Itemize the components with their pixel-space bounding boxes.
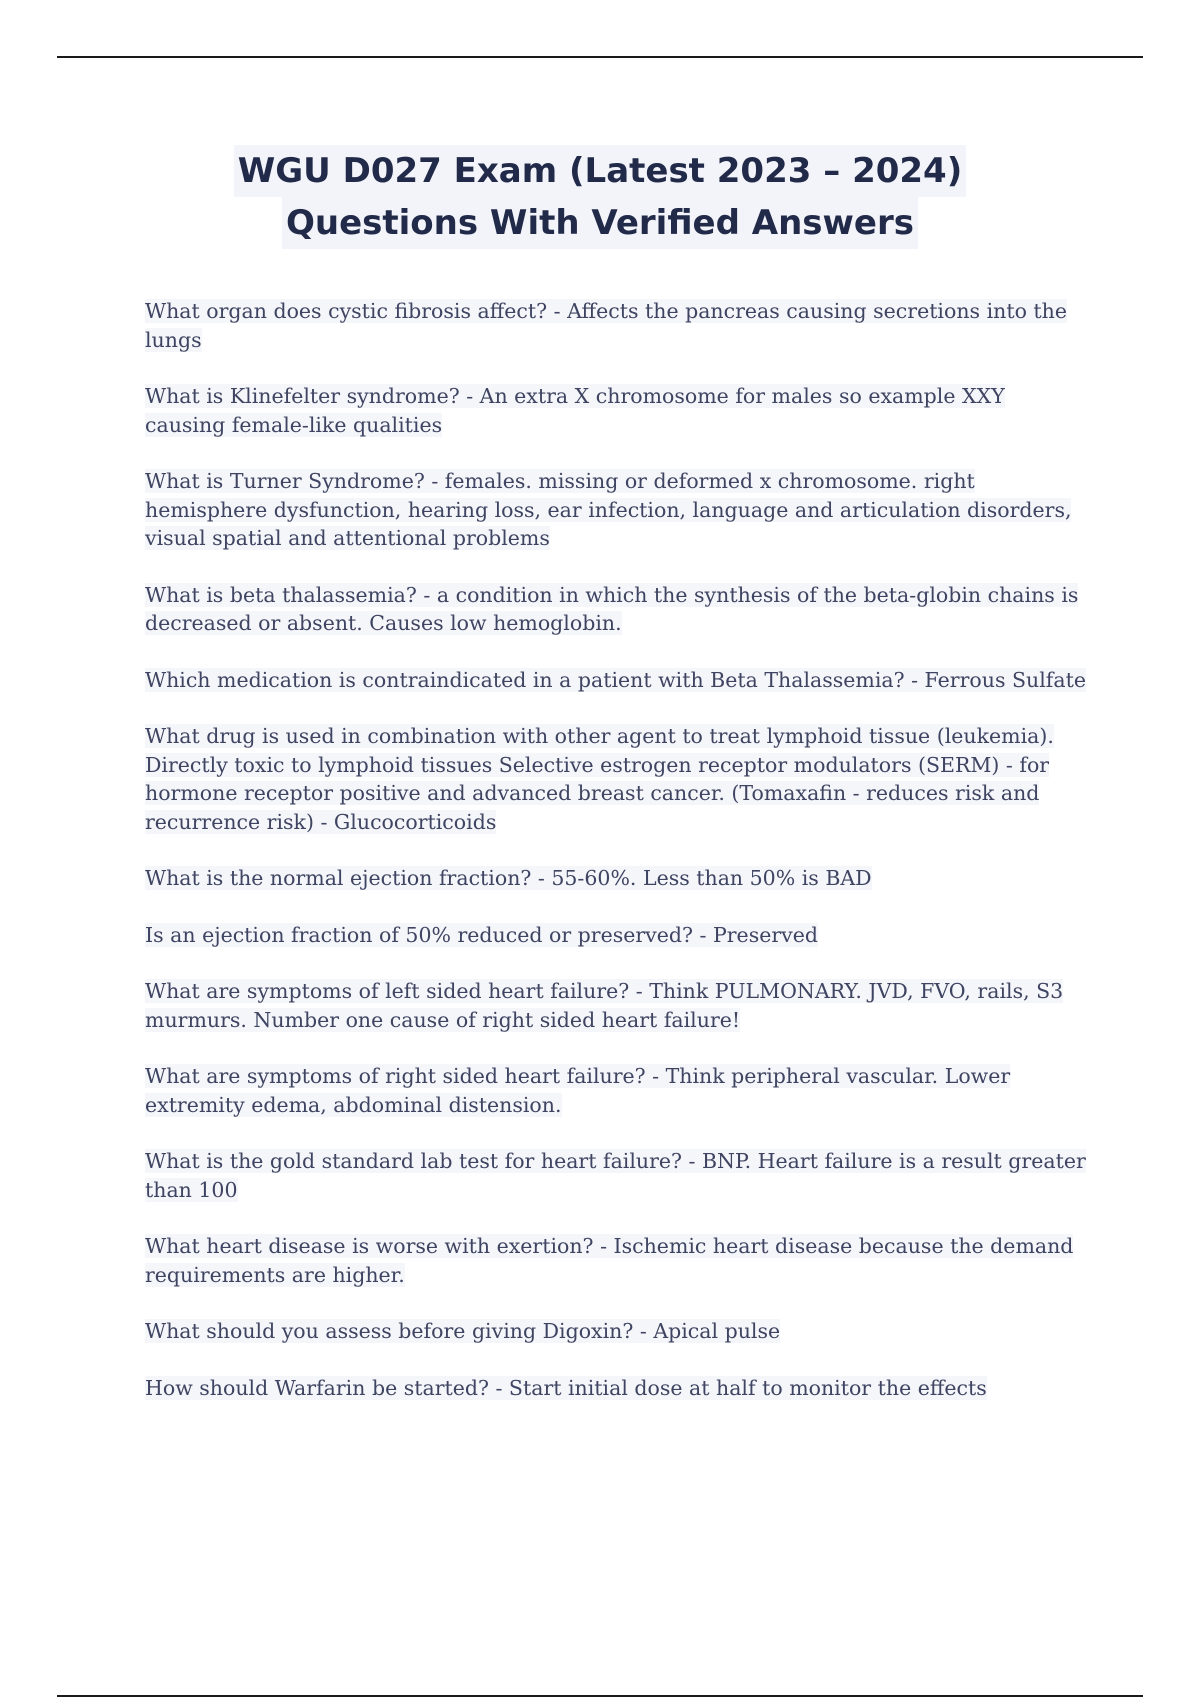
qa-item: What is Klinefelter syndrome? - An extra X chromosome for males so example XXY causing female-like qualities <box>145 384 1005 437</box>
top-rule <box>57 56 1143 58</box>
qa-item: Which medication is contraindicated in a patient with Beta Thalassemia? - Ferrous Sulfate <box>145 667 1086 692</box>
qa-item: What drug is used in combination with other agent to treat lymphoid tissue (leukemia). Directly toxic to lymphoid tissues Selective estrogen receptor modulators (SERM) - for hormone receptor positive and advanced breast cancer. (Tomaxafin - reduces risk and recurrence risk) - Glucocorticoids <box>145 724 1054 834</box>
qa-item: What should you assess before giving Digoxin? - Apical pulse <box>145 1319 781 1343</box>
document-title <box>0 145 1200 249</box>
title-line-2: Questions With Verified Answers <box>282 197 918 249</box>
title-line-1: WGU D027 Exam (Latest 2023 – 2024) <box>234 145 967 197</box>
qa-item: What is the normal ejection fraction? - 55-60%. Less than 50% is BAD <box>145 866 872 890</box>
qa-item: What organ does cystic fibrosis affect? - Affects the pancreas causing secretions into the lungs <box>145 299 1067 352</box>
qa-item: What is beta thalassemia? - a condition in which the synthesis of the beta-globin chains is decreased or absent. Causes low hemoglobin. <box>145 582 1079 635</box>
qa-item: What is the gold standard lab test for heart failure? - BNP. Heart failure is a result greater than 100 <box>145 1149 1086 1202</box>
qa-item: What heart disease is worse with exertion? - Ischemic heart disease because the demand requirements are higher. <box>145 1234 1074 1287</box>
qa-item: What are symptoms of left sided heart failure? - Think PULMONARY. JVD, FVO, rails, S3 murmurs. Number one cause of right sided heart failure! <box>145 979 1064 1032</box>
qa-list <box>145 297 1090 1430</box>
qa-item: What is Turner Syndrome? - females. missing or deformed x chromosome. right hemisphere dysfunction, hearing loss, ear infection, language and articulation disorders, visual spatial and attentional problems <box>145 469 1072 550</box>
qa-item: Is an ejection fraction of 50% reduced or preserved? - Preserved <box>145 922 818 947</box>
bottom-rule <box>57 1695 1143 1697</box>
qa-item: How should Warfarin be started? - Start initial dose at half to monitor the effects <box>145 1375 987 1400</box>
qa-item: What are symptoms of right sided heart failure? - Think peripheral vascular. Lower extremity edema, abdominal distension. <box>145 1064 1011 1117</box>
